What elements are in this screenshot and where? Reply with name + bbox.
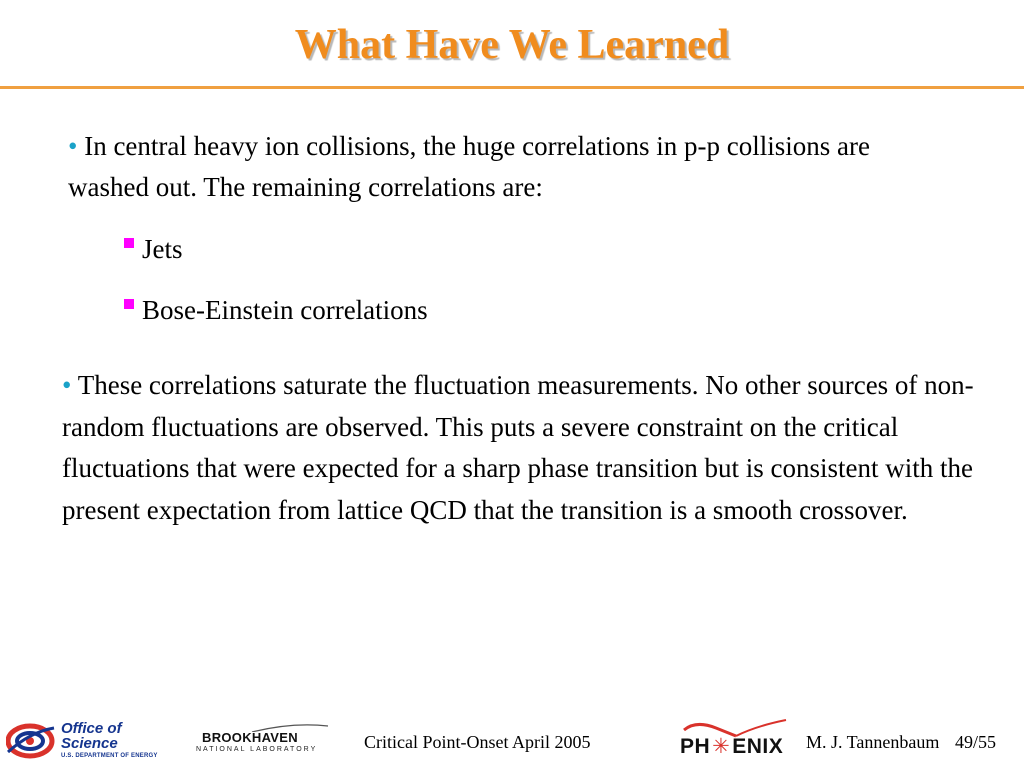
square-bullet-icon [124,238,134,248]
doe-swirl-icon [6,722,58,760]
title-underline [0,86,1024,89]
doe-line-1: Office of [61,720,122,737]
doe-line-2: Science [61,735,118,752]
doe-line-3: U.S. DEPARTMENT OF ENERGY [61,753,158,759]
subbullet-bose-einstein [124,293,428,327]
brookhaven-name: BROOKHAVEN [202,730,298,745]
author-name: M. J. Tannenbaum [806,732,940,752]
phenix-star-icon: ✳ [712,735,731,758]
brookhaven-subtitle: NATIONAL LABORATORY [196,746,318,753]
bullet-1-text: In central heavy ion collisions, the huge correlations in p-p collisions are washed out. The remaining correlations are: [68,131,870,202]
subbullet-text: Jets [142,234,183,264]
phenix-wordmark [680,734,783,759]
slide-title: What Have We Learned [294,22,730,68]
bullet-marker: • [68,131,78,161]
office-of-science-logo [6,720,166,764]
conference-name: Critical Point-Onset April 2005 [364,732,591,752]
phenix-logo [676,720,798,762]
slide-footer [0,712,1024,768]
bullet-2 [62,365,987,531]
subbullet-jets [124,232,183,266]
square-bullet-icon [124,299,134,309]
phenix-right: ENIX [732,735,784,758]
bullet-1 [68,126,948,208]
bullet-2-text: These correlations saturate the fluctuation measurements. No other sources of non-random fluctuations are observed. This puts a severe constraint on the critical fluctuations that were expected for a sharp phase transition but is consistent with the present expectation from lattice QCD that the transition is a smooth crossover. [62,370,974,525]
phenix-left: PH [680,735,711,758]
bullet-marker: • [62,370,72,400]
brookhaven-logo [192,726,332,760]
subbullet-text: Bose-Einstein correlations [142,295,428,325]
page-number: 49/55 [955,732,997,752]
